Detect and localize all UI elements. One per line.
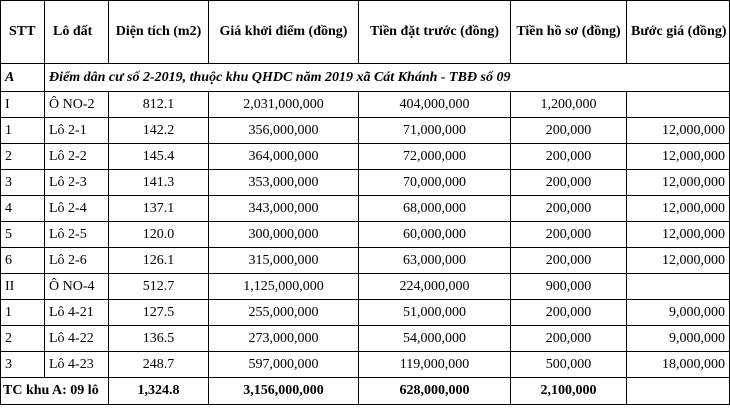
cell-start-price: 255,000,000 bbox=[209, 300, 359, 326]
cell-start-price: 2,031,000,000 bbox=[209, 92, 359, 118]
cell-start-price: 343,000,000 bbox=[209, 196, 359, 222]
header-step: Bước giá (đồng) bbox=[627, 1, 730, 64]
group-row bbox=[1, 64, 730, 92]
cell-area: 127.5 bbox=[109, 300, 209, 326]
total-step bbox=[627, 378, 730, 405]
cell-start-price: 356,000,000 bbox=[209, 118, 359, 144]
cell-fee: 200,000 bbox=[511, 144, 627, 170]
cell-fee: 1,200,000 bbox=[511, 92, 627, 118]
table-row bbox=[1, 300, 730, 326]
cell-lot: Lô 4-23 bbox=[45, 352, 109, 378]
cell-fee: 200,000 bbox=[511, 118, 627, 144]
cell-deposit: 70,000,000 bbox=[359, 170, 511, 196]
cell-area: 126.1 bbox=[109, 248, 209, 274]
cell-step: 9,000,000 bbox=[627, 326, 730, 352]
cell-area: 512.7 bbox=[109, 274, 209, 300]
cell-stt: 3 bbox=[1, 170, 45, 196]
header-start-price: Giá khởi điểm (đồng) bbox=[209, 1, 359, 64]
table-body bbox=[1, 64, 730, 378]
cell-deposit: 68,000,000 bbox=[359, 196, 511, 222]
cell-area: 142.2 bbox=[109, 118, 209, 144]
cell-lot: Lô 2-4 bbox=[45, 196, 109, 222]
cell-area: 812.1 bbox=[109, 92, 209, 118]
header-stt: STT bbox=[1, 1, 45, 64]
cell-area: 141.3 bbox=[109, 170, 209, 196]
table-row bbox=[1, 352, 730, 378]
cell-lot: Lô 4-22 bbox=[45, 326, 109, 352]
cell-deposit: 404,000,000 bbox=[359, 92, 511, 118]
cell-area: 136.5 bbox=[109, 326, 209, 352]
cell-stt: II bbox=[1, 274, 45, 300]
cell-stt: 2 bbox=[1, 326, 45, 352]
cell-area: 120.0 bbox=[109, 222, 209, 248]
total-label: TC khu A: 09 lô bbox=[1, 378, 109, 405]
cell-stt: 1 bbox=[1, 300, 45, 326]
group-stt: A bbox=[1, 64, 45, 92]
table-row bbox=[1, 144, 730, 170]
total-deposit: 628,000,000 bbox=[359, 378, 511, 405]
cell-step: 12,000,000 bbox=[627, 118, 730, 144]
cell-deposit: 54,000,000 bbox=[359, 326, 511, 352]
cell-deposit: 63,000,000 bbox=[359, 248, 511, 274]
header-fee: Tiền hồ sơ (đồng) bbox=[511, 1, 627, 64]
cell-step: 12,000,000 bbox=[627, 196, 730, 222]
cell-deposit: 71,000,000 bbox=[359, 118, 511, 144]
cell-stt: I bbox=[1, 92, 45, 118]
table-row bbox=[1, 222, 730, 248]
group-title: Điểm dân cư số 2-2019, thuộc khu QHDC năm 2019 xã Cát Khánh - TBĐ số 09 bbox=[45, 64, 730, 92]
cell-step: 12,000,000 bbox=[627, 144, 730, 170]
cell-start-price: 273,000,000 bbox=[209, 326, 359, 352]
cell-step bbox=[627, 274, 730, 300]
header-row bbox=[1, 1, 730, 64]
cell-stt: 3 bbox=[1, 352, 45, 378]
total-area: 1,324.8 bbox=[109, 378, 209, 405]
cell-fee: 500,000 bbox=[511, 352, 627, 378]
cell-lot: Lô 2-5 bbox=[45, 222, 109, 248]
cell-deposit: 51,000,000 bbox=[359, 300, 511, 326]
cell-fee: 900,000 bbox=[511, 274, 627, 300]
total-fee: 2,100,000 bbox=[511, 378, 627, 405]
cell-start-price: 315,000,000 bbox=[209, 248, 359, 274]
cell-area: 137.1 bbox=[109, 196, 209, 222]
cell-stt: 6 bbox=[1, 248, 45, 274]
cell-lot: Lô 2-2 bbox=[45, 144, 109, 170]
cell-step: 18,000,000 bbox=[627, 352, 730, 378]
cell-lot: Ô NO-2 bbox=[45, 92, 109, 118]
cell-start-price: 597,000,000 bbox=[209, 352, 359, 378]
cell-stt: 4 bbox=[1, 196, 45, 222]
cell-start-price: 364,000,000 bbox=[209, 144, 359, 170]
cell-deposit: 60,000,000 bbox=[359, 222, 511, 248]
total-row bbox=[1, 378, 730, 405]
cell-step: 12,000,000 bbox=[627, 170, 730, 196]
cell-fee: 200,000 bbox=[511, 170, 627, 196]
cell-deposit: 224,000,000 bbox=[359, 274, 511, 300]
table-row bbox=[1, 274, 730, 300]
cell-fee: 200,000 bbox=[511, 248, 627, 274]
cell-step: 12,000,000 bbox=[627, 222, 730, 248]
cell-area: 248.7 bbox=[109, 352, 209, 378]
cell-start-price: 1,125,000,000 bbox=[209, 274, 359, 300]
cell-fee: 200,000 bbox=[511, 300, 627, 326]
cell-lot: Lô 4-21 bbox=[45, 300, 109, 326]
cell-step: 12,000,000 bbox=[627, 248, 730, 274]
cell-deposit: 119,000,000 bbox=[359, 352, 511, 378]
cell-lot: Lô 2-3 bbox=[45, 170, 109, 196]
total-price: 3,156,000,000 bbox=[209, 378, 359, 405]
cell-step bbox=[627, 92, 730, 118]
cell-deposit: 72,000,000 bbox=[359, 144, 511, 170]
table-row bbox=[1, 170, 730, 196]
cell-step: 9,000,000 bbox=[627, 300, 730, 326]
cell-fee: 200,000 bbox=[511, 222, 627, 248]
cell-lot: Ô NO-4 bbox=[45, 274, 109, 300]
header-deposit: Tiền đặt trước (đồng) bbox=[359, 1, 511, 64]
header-area: Diện tích (m2) bbox=[109, 1, 209, 64]
cell-start-price: 300,000,000 bbox=[209, 222, 359, 248]
table-row bbox=[1, 92, 730, 118]
table-row bbox=[1, 326, 730, 352]
cell-stt: 2 bbox=[1, 144, 45, 170]
cell-lot: Lô 2-6 bbox=[45, 248, 109, 274]
cell-stt: 5 bbox=[1, 222, 45, 248]
cell-stt: 1 bbox=[1, 118, 45, 144]
cell-area: 145.4 bbox=[109, 144, 209, 170]
cell-lot: Lô 2-1 bbox=[45, 118, 109, 144]
table-row bbox=[1, 118, 730, 144]
table-row bbox=[1, 196, 730, 222]
header-lot: Lô đất bbox=[45, 1, 109, 64]
cell-fee: 200,000 bbox=[511, 196, 627, 222]
cell-start-price: 353,000,000 bbox=[209, 170, 359, 196]
table-row bbox=[1, 248, 730, 274]
cell-fee: 200,000 bbox=[511, 326, 627, 352]
